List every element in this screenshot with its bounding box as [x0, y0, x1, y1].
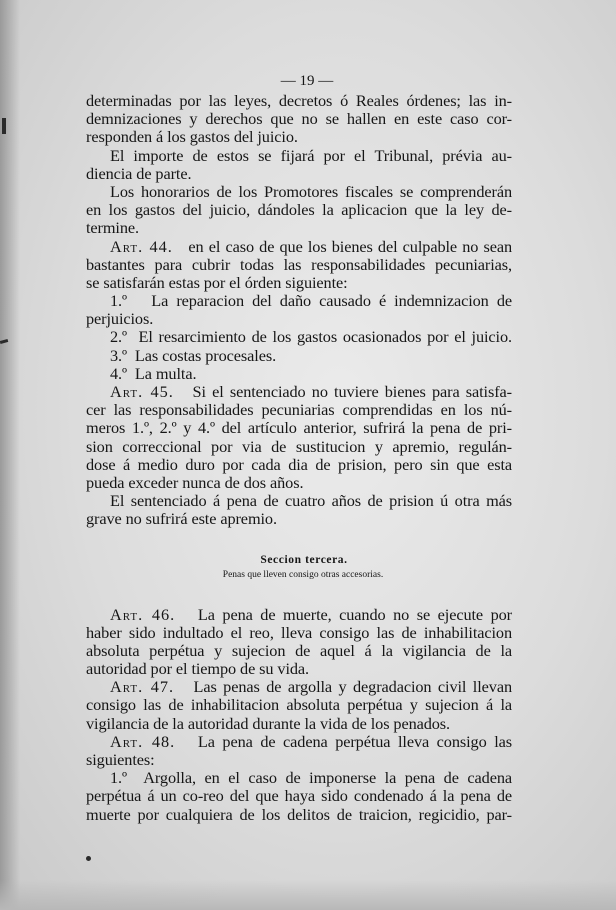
text-line: diencia de parte.	[86, 163, 192, 183]
article-number: Art. 45.	[110, 382, 174, 401]
text-line: grave no sufrirá este apremio.	[86, 509, 277, 529]
text-line: Las costas procesales.	[134, 345, 277, 365]
text-line: pueda exceder nunca de dos años.	[86, 472, 304, 492]
text-line: vigilancia de la autoridad durante la vida de los penados.	[86, 713, 451, 733]
item-number: 2.º	[110, 327, 127, 347]
text-line: responden á los gastos del juicio.	[86, 127, 298, 147]
section-subtitle: Penas que lleven consigo otras accesorias.	[222, 569, 384, 580]
text-line: Los honorarios de los Promotores fiscales se comprenderán	[110, 181, 512, 201]
list-item	[86, 365, 512, 383]
text-line: meros 1.º, 2.º y 4.º del artículo anterior, sufrirá la pena de pri-	[86, 418, 512, 438]
text-line: Argolla, en el caso de imponerse la pena de cadena	[143, 768, 513, 788]
article-number: Art. 47.	[110, 677, 175, 697]
article-number: Art. 44.	[110, 236, 173, 256]
text-line: perjuicios.	[86, 309, 154, 329]
text-line: cer las responsabilidades pecuniarias comprendidas en los nú-	[86, 400, 512, 420]
item-number: 1.º	[110, 291, 127, 311]
item-number: 1.º	[110, 768, 127, 788]
text-line: en los gastos del juicio, dándoles la aplicacion que la ley de-	[86, 200, 512, 220]
text-line: La pena de cadena perpétua lleva consigo las	[197, 731, 512, 751]
text-line: bastantes para cubrir todas las responsabilidades pecuniarias,	[86, 254, 512, 274]
article-line	[86, 606, 512, 624]
text-line: se satisfarán estas por el órden siguiente:	[86, 272, 348, 292]
page-number: — 19 —	[280, 73, 334, 89]
list-item	[86, 292, 512, 310]
article-line	[86, 238, 512, 256]
item-number: 3.º	[110, 345, 127, 365]
text-line: La reparacion del daño causado é indemnizacion de	[151, 291, 512, 311]
text-line: dose á medio duro por cada dia de prision, pero sin que esta	[86, 454, 512, 474]
item-number: 4.º	[110, 363, 127, 383]
page-text	[86, 70, 512, 824]
bottom-shadow	[0, 880, 616, 910]
text-line: Si el sentenciado no tuviere bienes para satisfa-	[192, 382, 512, 401]
article-line	[86, 733, 512, 751]
article-line	[86, 678, 512, 696]
text-line: El importe de estos se fijará por el Tribunal, prévia au-	[110, 145, 512, 165]
text-line: determinadas por las leyes, decretos ó Reales órdenes; las in-	[86, 91, 512, 110]
text-line: La pena de muerte, cuando no se ejecute por	[197, 604, 512, 624]
ink-spot	[86, 856, 91, 861]
margin-mark	[2, 118, 6, 134]
article-number: Art. 46.	[110, 604, 176, 624]
text-line: muerte por cualquiera de los delitos de traicion, regicidio, par-	[86, 804, 512, 824]
text-line: absoluta perpétua y sujecion de aquel á la vigilancia de la	[86, 640, 512, 660]
text-line: demnizaciones y derechos que no se hallen en este caso cor-	[86, 109, 512, 129]
text-line: La multa.	[134, 363, 197, 383]
list-item	[86, 769, 512, 787]
text-line: sion correccional por via de sustitucion y apremio, regulán-	[86, 436, 512, 456]
text-line: siguientes:	[86, 750, 155, 769]
text-line: consigo las de inhabilitacion absoluta perpétua y sujecion á la	[86, 695, 512, 715]
text-line: autoridad por el tiempo de su vida.	[86, 659, 310, 679]
text-line: perpétua á un co-reo del que haya sido condenado á la pena de	[86, 786, 512, 806]
text-line: El resarcimiento de los gastos ocasionados por el juicio.	[138, 327, 512, 347]
text-line: El sentenciado á pena de cuatro años de prision ú otra más	[110, 491, 512, 511]
text-line: en el caso de que los bienes del culpable no sean	[188, 236, 512, 256]
list-item	[86, 328, 512, 346]
text-line: haber sido indultado el reo, lleva consigo las de inhabilitacion	[86, 622, 512, 642]
article-line	[86, 383, 512, 401]
list-item	[86, 347, 512, 365]
section-title: Seccion tercera.	[260, 553, 348, 566]
binding-shadow	[0, 0, 20, 910]
article-number: Art. 48.	[110, 731, 176, 751]
text-line: termine.	[86, 218, 139, 238]
text-line: Las penas de argolla y degradacion civil llevan	[193, 677, 512, 697]
